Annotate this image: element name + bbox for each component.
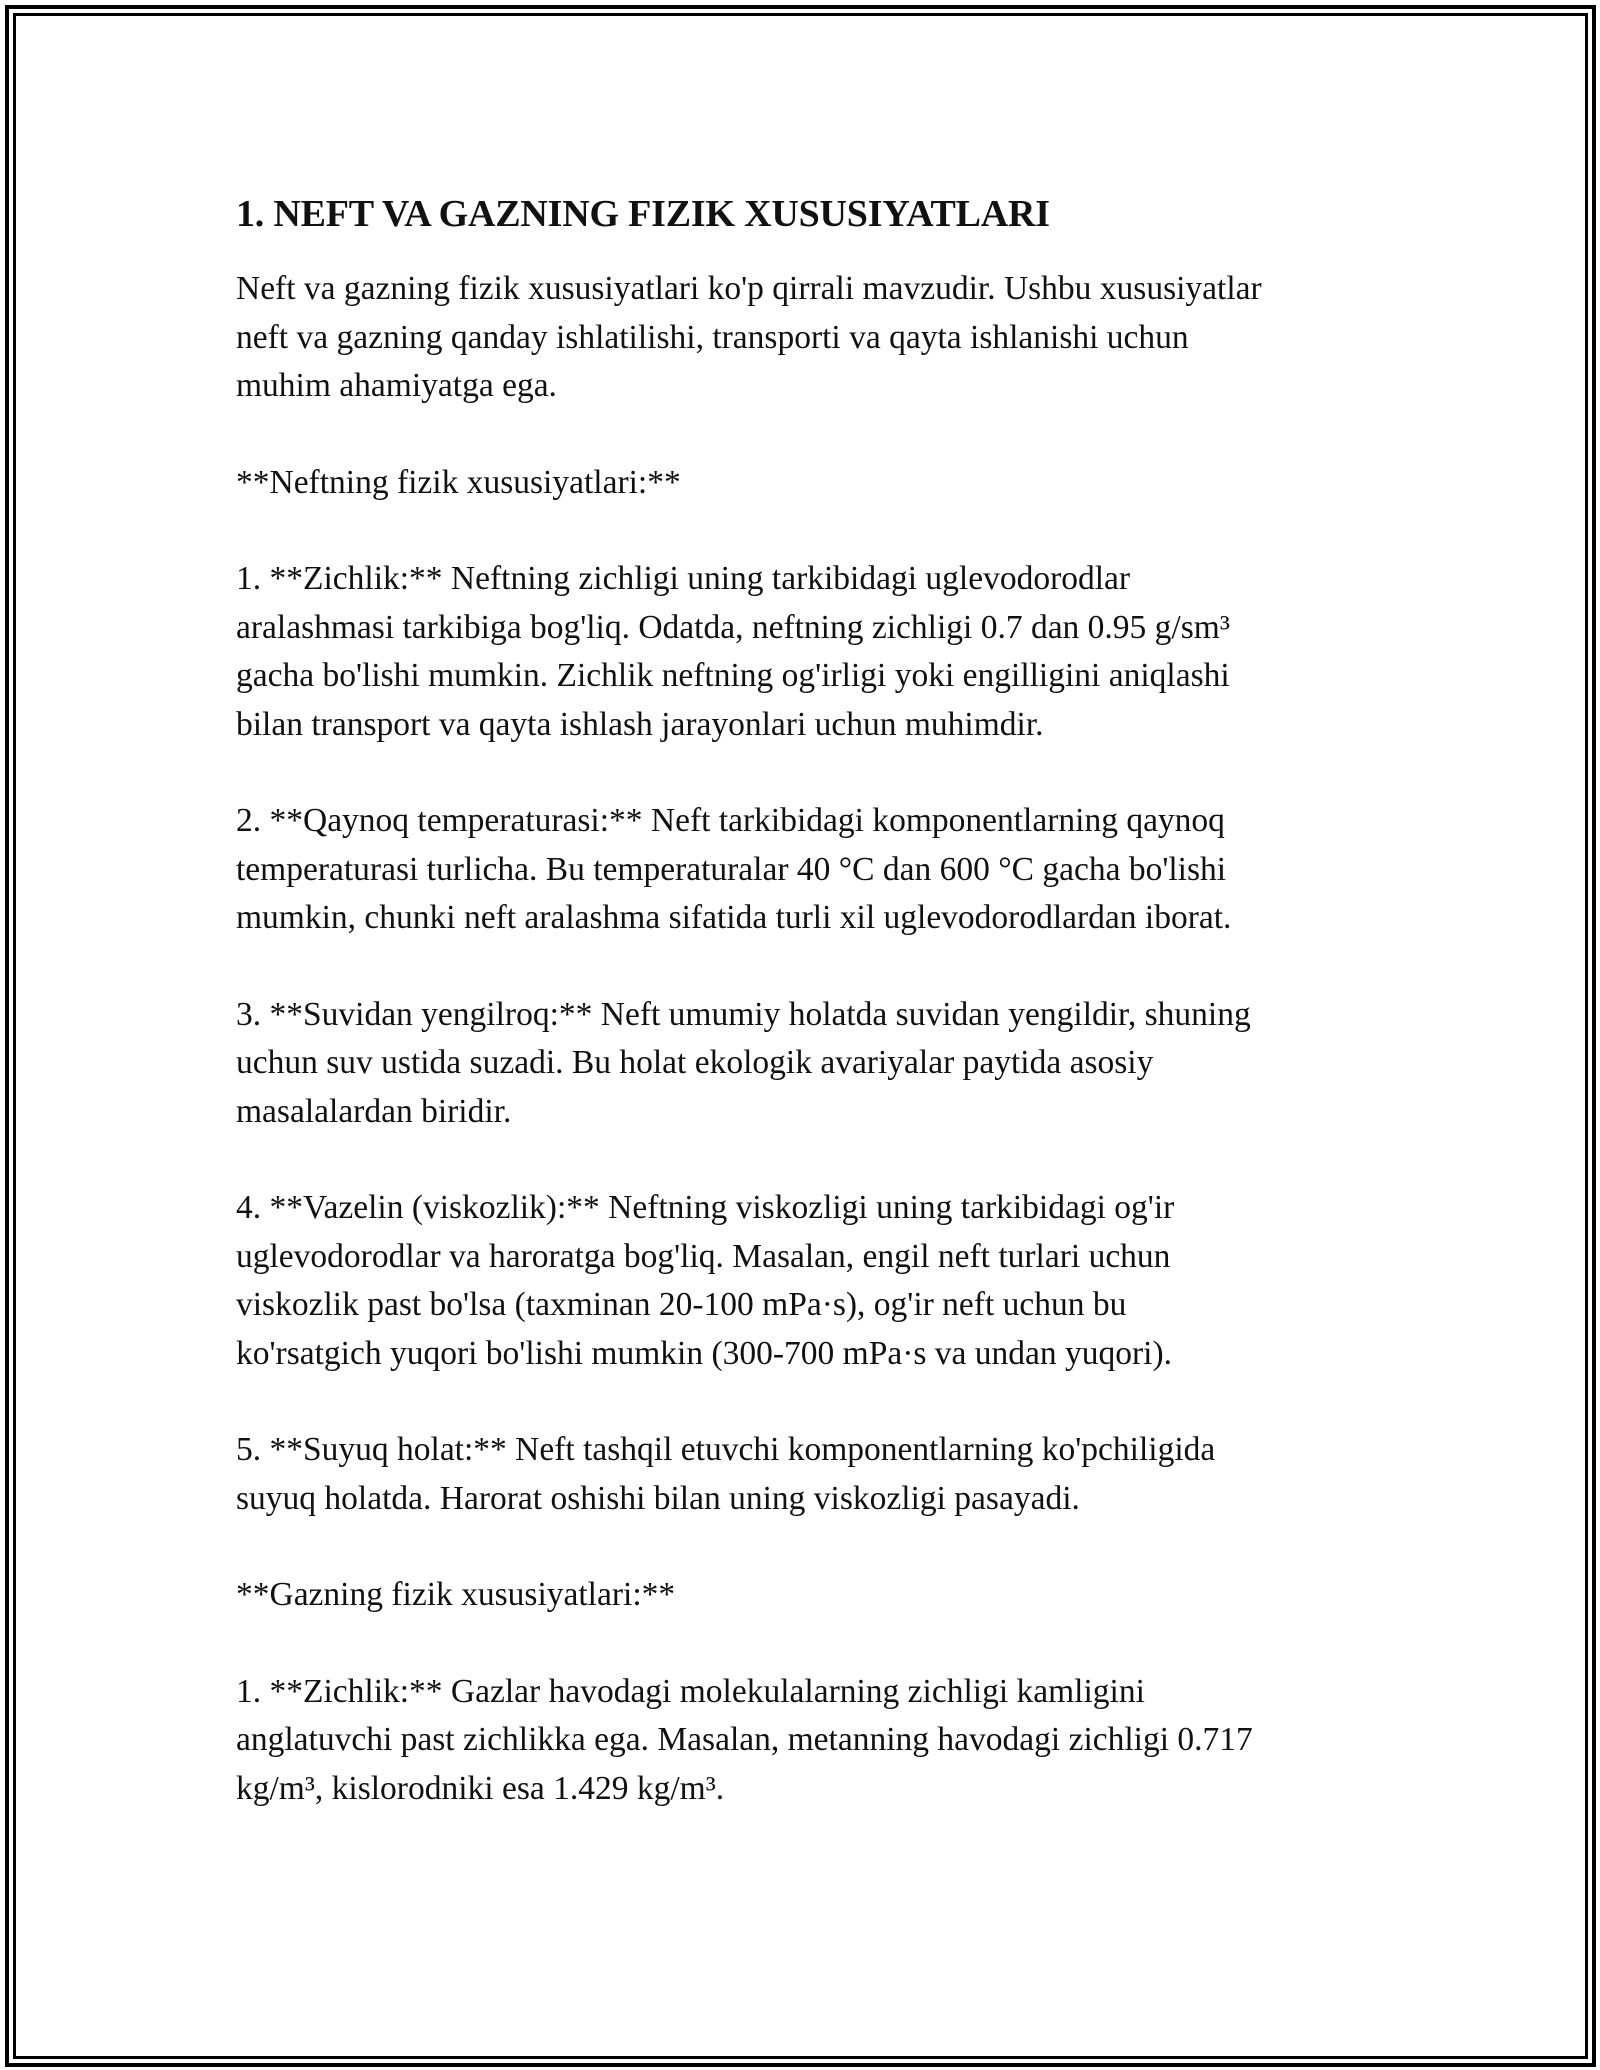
oil-item-liquid-state: 5. **Suyuq holat:** Neft tashqil etuvchi komponentlarning ko'pchiligida suyuq holatda. Harorat oshishi bilan uning viskozligi pasayadi. (236, 1431, 1216, 1517)
gas-section-heading: **Gazning fizik xususiyatlari:** (236, 1576, 676, 1613)
document-title: 1. NEFT VA GAZNING FIZIK XUSUSIYATLARI (236, 193, 1050, 235)
document-body (236, 190, 1376, 1813)
gas-item-density: 1. **Zichlik:** Gazlar havodagi molekulalarning zichligi kamligini anglatuvchi past zichlikka ega. Masalan, metanning havodagi zichligi 0.717 kg/m³, kislorodniki esa 1.429 kg/m³. (236, 1672, 1253, 1807)
intro-paragraph: Neft va gazning fizik xususiyatlari ko'p qirrali mavzudir. Ushbu xususiyatlar neft va gazning qanday ishlatilishi, transporti va qayta ishlanishi uchun muhim ahamiyatga ega. (236, 270, 1262, 404)
oil-item-viscosity: 4. **Vazelin (viskozlik):** Neftning viskozligi uning tarkibidagi og'ir uglevodorodlar va haroratga bog'liq. Masalan, engil neft turlari uchun viskozlik past bo'lsa (taxminan 20-100 mPa·s), og'ir neft uchun bu ko'rsatgich yuqori bo'lishi mumkin (300-700 mPa·s va undan yuqori). (236, 1189, 1175, 1372)
oil-item-boiling-temperature: 2. **Qaynoq temperaturasi:** Neft tarkibidagi komponentlarning qaynoq temperaturasi turlicha. Bu temperaturalar 40 °C dan 600 °C gacha bo'lishi mumkin, chunki neft aralashma sifatida turli xil uglevodorodlardan iborat. (236, 802, 1232, 936)
oil-item-lighter-than-water: 3. **Suvidan yengilroq:** Neft umumiy holatda suvidan yengildir, shuning uchun suv ustida suzadi. Bu holat ekologik avariyalar paytida asosiy masalalardan biridir. (236, 995, 1251, 1130)
oil-section-heading: **Neftning fizik xususiyatlari:** (236, 463, 681, 501)
oil-item-density: 1. **Zichlik:** Neftning zichligi uning tarkibidagi uglevodorodlar aralashmasi tarkibiga bog'liq. Odatda, neftning zichligi 0.7 dan 0.95 g/sm³ gacha bo'lishi mumkin. Zichlik neftning og'irligi yoki engilligini aniqlashi bilan transport va qayta ishlash jarayonlari uchun muhimdir. (236, 560, 1230, 743)
